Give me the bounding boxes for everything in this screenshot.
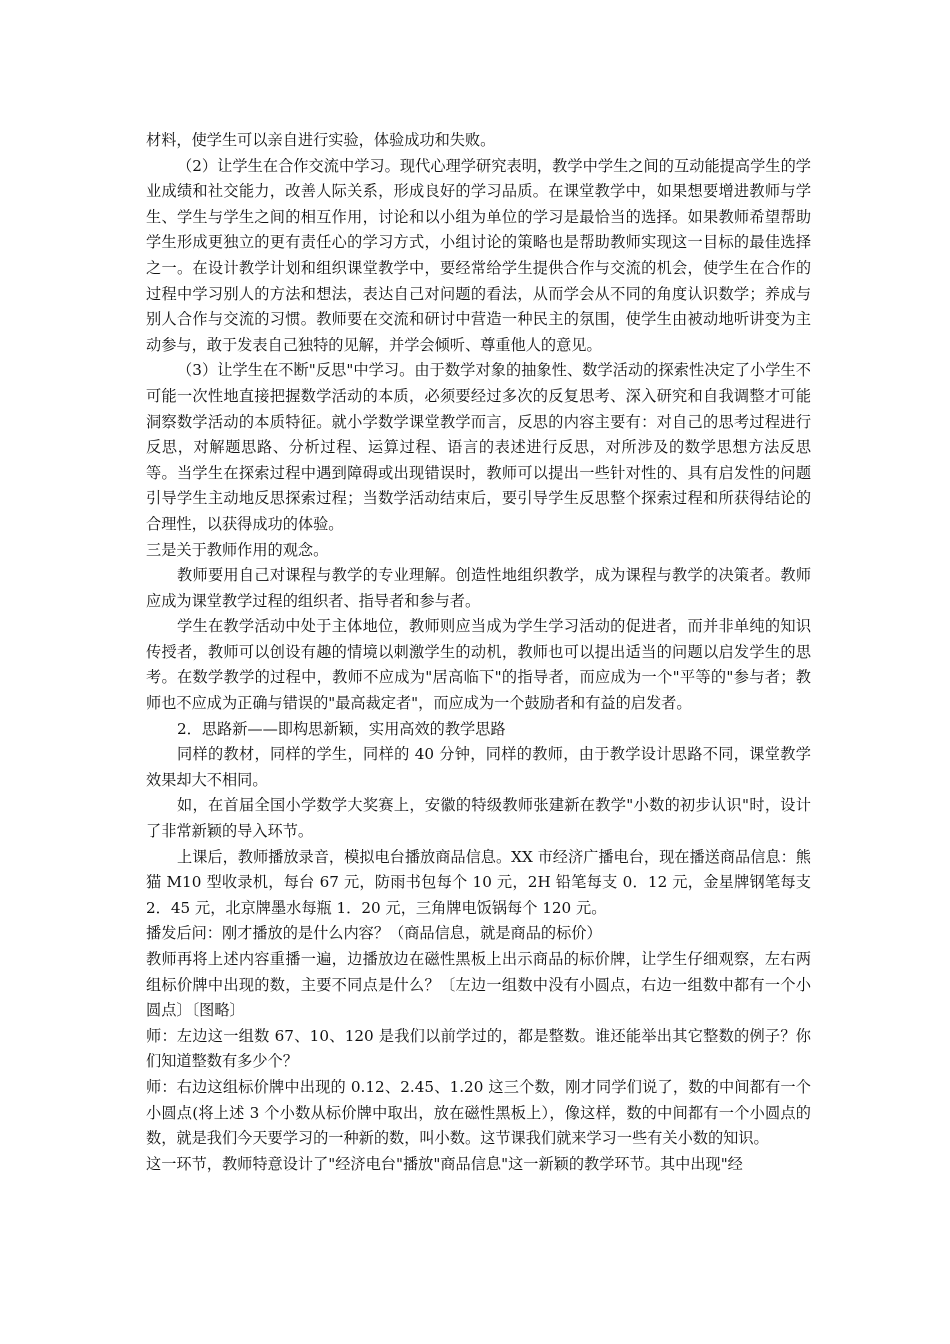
paragraph: 教师要用自己对课程与教学的专业理解。创造性地组织教学，成为课程与教学的决策者。教师应成为课堂教学过程的组织者、指导者和参与者。	[146, 566, 811, 610]
document-body	[146, 128, 811, 1177]
paragraph: 师：右边这组标价牌中出现的 0.12、2.45、1.20 这三个数，刚才同学们说了，数的中间都有一个小圆点(将上述 3 个小数从标价牌中取出，放在磁性黑板上），像这样，数的中间都有一个小圆点的数，就是我们今天要学习的一种新的数，叫小数。这节课我们就来学习一些有关小数的知识。	[146, 1077, 811, 1148]
paragraph: （2）让学生在合作交流中学习。现代心理学研究表明，教学中学生之间的互动能提高学生的学业成绩和社交能力，改善人际关系，形成良好的学习品质。在课堂教学中，如果想要增进教师与学生、学生与学生之间的相互作用，讨论和以小组为单位的学习是最恰当的选择。如果教师希望帮助学生形成更独立的更有责任心的学习方式，小组讨论的策略也是帮助教师实现这一目标的最佳选择之一。在设计教学计划和组织课堂教学中，要经常给学生提供合作与交流的机会，使学生在合作的过程中学习别人的方法和想法，表达自己对问题的看法，从而学会从不同的角度认识数学；养成与别人合作与交流的习惯。教师要在交流和研讨中营造一种民主的氛围，使学生由被动地听讲变为主动参与，敢于发表自己独特的见解，并学会倾听、尊重他人的意见。	[146, 156, 811, 354]
section-heading: 三是关于教师作用的观念。	[146, 540, 329, 559]
paragraph: （3）让学生在不断"反思"中学习。由于数学对象的抽象性、数学活动的探索性决定了小学生不可能一次性地直接把握数学活动的本质，必须要经过多次的反复思考、深入研究和自我调整才可能洞察数学活动的本质特征。就小学数学课堂教学而言，反思的内容主要有：对自己的思考过程进行反思，对解题思路、分析过程、运算过程、语言的表述进行反思，对所涉及的数学思想方法反思等。当学生在探索过程中遇到障碍或出现错误时，教师可以提出一些针对性的、具有启发性的问题引导学生主动地反思探索过程；当数学活动结束后，要引导学生反思整个探索过程和所获得结论的合理性，以获得成功的体验。	[146, 361, 811, 533]
paragraph: 同样的教材，同样的学生，同样的 40 分钟，同样的教师，由于教学设计思路不同，课堂教学效果却大不相同。	[146, 745, 811, 789]
paragraph: 如，在首届全国小学数学大奖赛上，安徽的特级教师张建新在教学"小数的初步认识"时，设计了非常新颖的导入环节。	[146, 796, 811, 841]
paragraph: 师：左边这一组数 67、10、120 是我们以前学过的，都是整数。谁还能举出其它整数的例子？你们知道整数有多少个？	[146, 1026, 811, 1071]
paragraph: 上课后，教师播放录音，模拟电台播放商品信息。XX 市经济广播电台，现在播送商品信息：熊猫 M10 型收录机，每台 67 元，防雨书包每个 10 元，2H 铅笔每支 0．12 元，金星牌钢笔每支 2．45 元，北京牌墨水每瓶 1．20 元，三角牌电饭锅每个 120 元。	[146, 847, 811, 917]
paragraph: 材料，使学生可以亲自进行实验，体验成功和失败。	[146, 131, 496, 149]
paragraph: 播发后问：刚才播放的是什么内容？（商品信息，就是商品的标价）	[146, 924, 602, 943]
paragraph: 学生在教学活动中处于主体地位，教师则应当成为学生学习活动的促进者，而并非单纯的知识传授者，教师可以创设有趣的情境以刺激学生的动机，教师也可以提出适当的问题以启发学生的思考。在数学教学的过程中，教师不应成为"居高临下"的指导者，而应成为一个"平等的"参与者；教师也不应成为正确与错误的"最高裁定者"，而应成为一个鼓励者和有益的启发者。	[146, 617, 811, 713]
paragraph: 教师再将上述内容重播一遍，边播放边在磁性黑板上出示商品的标价牌，让学生仔细观察，左右两组标价牌中出现的数，主要不同点是什么？〔左边一组数中没有小圆点，右边一组数中都有一个小圆点〕〔图略〕	[146, 950, 811, 1020]
section-heading: 2．思路新——即构思新颖，实用高效的教学思路	[177, 719, 506, 738]
paragraph: 这一环节，教师特意设计了"经济电台"播放"商品信息"这一新颖的教学环节。其中出现"经	[146, 1154, 743, 1173]
